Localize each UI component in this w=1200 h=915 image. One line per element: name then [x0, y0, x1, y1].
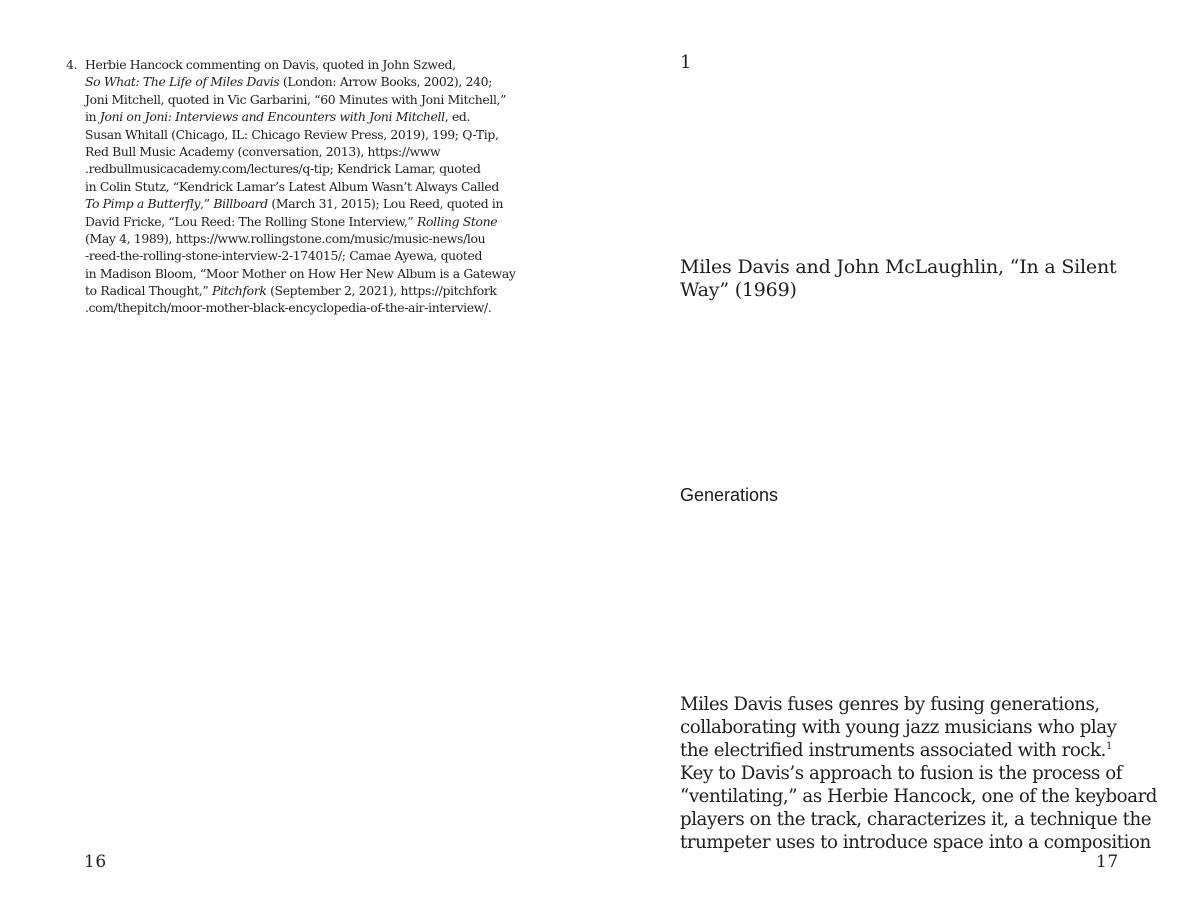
body-line-text: trumpeter uses to introduce space into a composition: [680, 832, 1151, 853]
body-line: [680, 808, 1157, 831]
chapter-number: 1: [680, 52, 692, 73]
endnote-text-segment: (September 2, 2021), https://pitchfork: [266, 283, 497, 299]
endnote-line: [85, 230, 516, 247]
endnote-title-italic: Pitchfork: [211, 283, 267, 299]
body-line-text: players on the track, characterizes it, a technique the: [680, 809, 1152, 830]
endnote-text-segment: Joni Mitchell, quoted in Vic Garbarini, “60 Minutes with Joni Mitchell,”: [85, 91, 507, 107]
endnote-text-segment: in: [85, 109, 100, 125]
endnote-line: [85, 73, 516, 90]
endnote-text-segment: (May 4, 1989), https://www.rollingstone.com/music/music-news/lou: [85, 230, 486, 246]
track-title: Miles Davis and John McLaughlin, “In a Silent Way” (1969): [680, 256, 1117, 301]
endnote-title-italic: To Pimp a Butterfly: [85, 196, 201, 212]
endnote-title-italic: So What: The Life of Miles Davis: [85, 74, 280, 90]
endnote-line: [85, 91, 516, 108]
endnote-line: [85, 178, 516, 195]
endnote-line: [85, 126, 516, 143]
right-page: [600, 0, 1200, 915]
body-line: [680, 785, 1157, 808]
body-paragraph: [680, 693, 1157, 854]
endnote-line: [85, 143, 516, 160]
body-line: [680, 739, 1157, 762]
endnote-text-segment: ,”: [200, 196, 214, 212]
endnote-title-italic: Billboard: [213, 196, 268, 212]
footnote-reference[interactable]: 1: [1105, 741, 1112, 752]
endnote-line: [85, 299, 516, 316]
endnote-title-italic: Joni on Joni: Interviews and Encounters with Joni Mitchell: [99, 109, 445, 125]
endnote-text-segment: Susan Whitall (Chicago, IL: Chicago Review Press, 2019), 199; Q-Tip,: [85, 126, 499, 142]
page-number-right: 17: [1096, 852, 1119, 872]
endnote-text-segment: David Fricke, “Lou Reed: The Rolling Stone Interview,”: [85, 213, 418, 229]
body-line-text: Key to Davis’s approach to fusion is the process of: [680, 763, 1122, 784]
endnote-line: [85, 265, 516, 282]
endnote-line: [85, 213, 516, 230]
endnote-line: [85, 56, 516, 73]
endnote-line: [85, 108, 516, 125]
page-number-left: 16: [84, 852, 107, 872]
endnote-text-segment: -reed-the-rolling-stone-interview-2-174015/; Camae Ayewa, quoted: [85, 248, 483, 264]
endnote-text: [85, 56, 516, 317]
endnote-line: [85, 195, 516, 212]
endnote-text-segment: Herbie Hancock commenting on Davis, quoted in John Szwed,: [85, 57, 456, 72]
section-heading: Generations: [680, 485, 779, 505]
body-line-text: “ventilating,” as Herbie Hancock, one of the keyboard: [680, 786, 1157, 807]
body-line: [680, 693, 1157, 716]
body-line-text: the electrified instruments associated with rock.: [680, 740, 1106, 761]
endnote-line: [85, 282, 516, 299]
endnote-line: [85, 160, 516, 177]
endnote-text-segment: (London: Arrow Books, 2002), 240;: [279, 74, 492, 90]
body-line: [680, 762, 1157, 785]
endnote-number: 4.: [66, 57, 78, 72]
endnote-text-segment: (March 31, 2015); Lou Reed, quoted in: [267, 196, 504, 212]
endnote-text-segment: , ed.: [444, 109, 471, 125]
endnote-text-segment: Red Bull Music Academy (conversation, 2013), https://www: [85, 143, 441, 159]
endnote-text-segment: in Madison Bloom, “Moor Mother on How Her New Album is a Gateway: [85, 265, 516, 281]
endnote-text-segment: .redbullmusicacademy.com/lectures/q-tip; Kendrick Lamar, quoted: [85, 161, 481, 177]
body-line: [680, 831, 1157, 854]
endnote-title-italic: Rolling Stone: [417, 213, 498, 229]
endnote-text-segment: .com/thepitch/moor-mother-black-encyclopedia-of-the-air-interview/.: [85, 300, 492, 316]
endnote-line: [85, 247, 516, 264]
endnote-text-segment: in Colin Stutz, “Kendrick Lamar’s Latest Album Wasn’t Always Called: [85, 178, 499, 194]
body-line-text: collaborating with young jazz musicians who play: [680, 717, 1117, 738]
endnote-text-segment: to Radical Thought,”: [85, 283, 212, 299]
body-line-text: Miles Davis fuses genres by fusing generations,: [680, 694, 1100, 715]
body-line: [680, 716, 1157, 739]
